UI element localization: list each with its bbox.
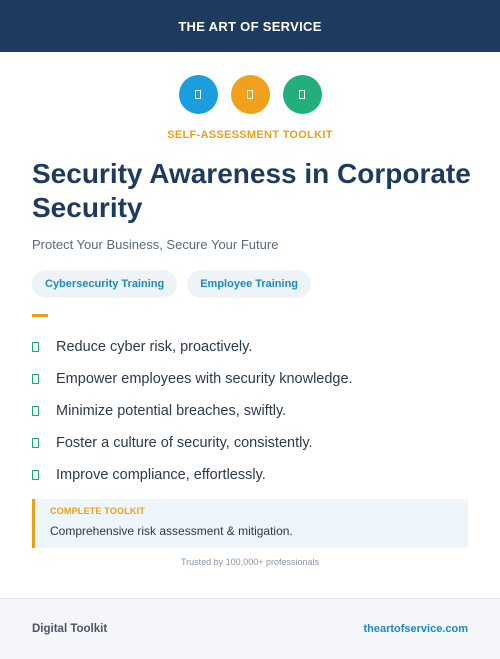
list-item [32,363,353,395]
trust-statement: Trusted by 100,000+ professionals [180,557,319,567]
website-link[interactable]: theartofservice.com [363,623,468,635]
check-icon [32,438,39,448]
list-item [32,427,353,459]
tag-employee-training: Employee Training [187,270,311,298]
page-subtitle: Protect Your Business, Secure Your Future [32,237,279,252]
footer-label: Digital Toolkit [32,623,108,635]
callout-text: Comprehensive risk assessment & mitigation. [50,524,293,538]
list-item [32,459,353,491]
benefit-list [32,331,353,491]
check-icon [32,406,39,416]
benefit-text: Reduce cyber risk, proactively. [56,339,253,355]
check-icon [32,342,39,352]
callout-kicker: COMPLETE TOOLKIT [50,506,146,516]
complete-toolkit-callout [32,499,468,548]
header-bar [0,0,500,52]
check-icon [32,374,39,384]
brand-title: THE ART OF SERVICE [178,18,322,34]
icon-row [0,75,500,114]
benefit-text: Empower employees with security knowledge. [56,371,353,387]
footer-bar [0,598,500,659]
benefit-text: Minimize potential breaches, swiftly. [56,403,287,419]
page-title: Security Awareness in Corporate Security [32,158,471,223]
document-icon [179,75,218,114]
tag-cybersecurity-training: Cybersecurity Training [32,270,177,298]
document-icon [283,75,322,114]
check-icon [32,470,39,480]
tag-list [32,270,311,298]
toolkit-kicker: SELF-ASSESSMENT TOOLKIT [167,129,333,141]
list-item [32,331,353,363]
benefit-text: Improve compliance, effortlessly. [56,467,266,483]
benefit-text: Foster a culture of security, consistently. [56,435,313,451]
document-icon [231,75,270,114]
accent-divider [32,314,48,317]
list-item [32,395,353,427]
